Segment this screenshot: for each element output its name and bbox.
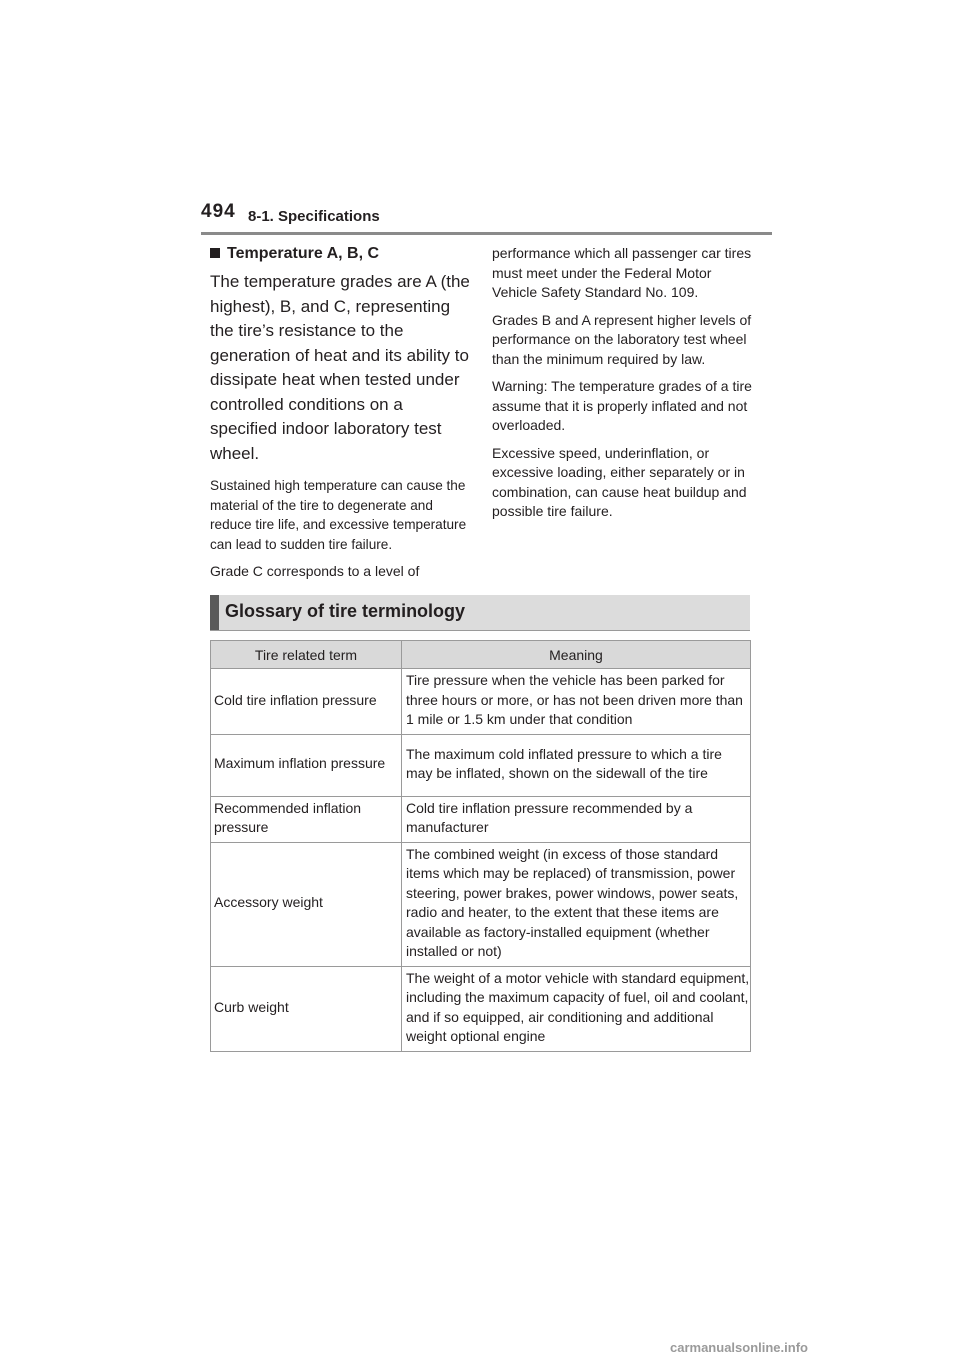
subheading-text: Temperature A, B, C xyxy=(227,245,380,262)
term-cell: Recommended inflation pressure xyxy=(211,796,402,842)
left-column xyxy=(210,244,472,590)
table-row xyxy=(211,842,751,966)
section-title: 8-1. Specifications xyxy=(248,208,380,225)
body-paragraph: performance which all passenger car tires must meet under the Federal Motor Vehicle Safety Standard No. 109. xyxy=(492,245,752,300)
table-row xyxy=(211,669,751,735)
page-number: 494 xyxy=(201,201,236,222)
table-header-row xyxy=(211,641,751,669)
body-paragraph: Grade C corresponds to a level of xyxy=(210,563,420,579)
body-paragraph: Warning: The temperature grades of a tire assume that it is properly inflated and not overloaded. xyxy=(492,378,752,433)
meaning-cell: The maximum cold inflated pressure to which a tire may be inflated, shown on the sidewall of the tire xyxy=(402,734,751,796)
watermark: carmanualsonline.info xyxy=(670,1340,808,1355)
subheading xyxy=(210,244,472,264)
lead-paragraph: The temperature grades are A (the highest), B, and C, representing the tire’s resistance to the generation of heat and its ability to dissipate heat when tested under controlled conditions on a specified indoor laboratory test wheel. xyxy=(210,272,470,463)
body-paragraph: Excessive speed, underinflation, or excessive loading, either separately or in combination, can cause heat buildup and possible tire failure. xyxy=(492,444,747,519)
column-header-term: Tire related term xyxy=(211,641,402,669)
glossary-heading xyxy=(210,595,750,631)
body-paragraph: Sustained high temperature can cause the material of the tire to degenerate and reduce tire life, and excessive temperature can lead to sudden tire failure. xyxy=(210,478,467,552)
term-cell: Cold tire inflation pressure xyxy=(211,669,402,735)
right-column xyxy=(492,244,754,530)
term-cell: Maximum inflation pressure xyxy=(211,734,402,796)
term-cell: Curb weight xyxy=(211,966,402,1051)
meaning-cell: The weight of a motor vehicle with standard equipment, including the maximum capacity of fuel, oil and coolant, and if so equipped, air conditioning and additional weight optional engine xyxy=(402,966,751,1051)
meaning-cell: The combined weight (in excess of those standard items which may be replaced) of transmission, power steering, power brakes, power windows, power seats, radio and heater, to the extent that these items are available as factory-installed equipment (whether installed or not) xyxy=(402,842,751,966)
square-bullet-icon xyxy=(210,248,220,258)
term-cell: Accessory weight xyxy=(211,842,402,966)
body-paragraph: Grades B and A represent higher levels of performance on the laboratory test wheel than the minimum required by law. xyxy=(492,311,752,367)
header-rule xyxy=(201,232,772,235)
table-row xyxy=(211,734,751,796)
heading-accent-bar xyxy=(210,595,219,630)
table-row xyxy=(211,796,751,842)
meaning-cell: Cold tire inflation pressure recommended by a manufacturer xyxy=(402,796,751,842)
table-row xyxy=(211,966,751,1051)
glossary-table xyxy=(210,640,751,1052)
meaning-cell: Tire pressure when the vehicle has been parked for three hours or more, or has not been driven more than 1 mile or 1.5 km under that condition xyxy=(402,669,751,735)
column-header-meaning: Meaning xyxy=(402,641,751,669)
glossary-title: Glossary of tire terminology xyxy=(225,601,466,621)
